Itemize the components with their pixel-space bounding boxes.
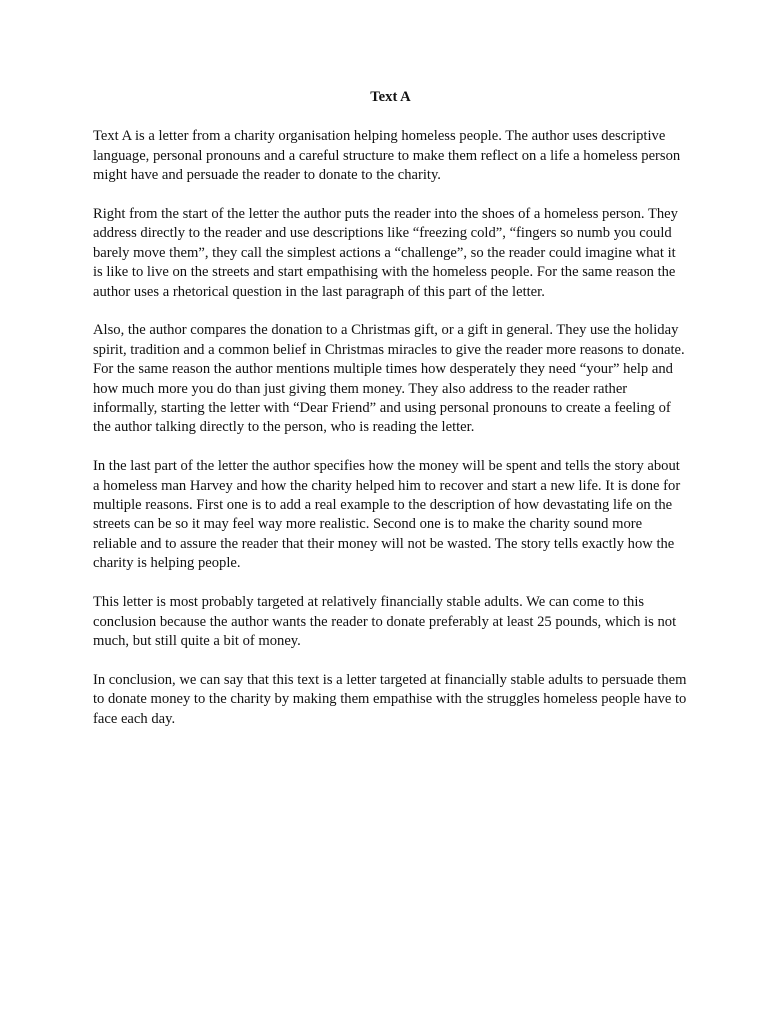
paragraph-introduction: Text A is a letter from a charity organisation helping homeless people. The author uses descriptive language, personal pronouns and a careful structure to make them reflect on a life a homeless person might have and persuade the reader to donate to the charity. — [93, 128, 681, 184]
document-title: Text A — [370, 89, 411, 105]
paragraph-money-spent: In the last part of the letter the author specifies how the money will be spent and tells the story about a homeless man Harvey and how the charity helped him to recover and start a new life. It is done for multiple reasons. First one is to add a real example to the description of how devastating life on the streets can be so it may feel way more realistic. Second one is to make the charity sound more reliable and to assure the reader that their money will not be wasted. The story tells exactly how the charity is helping people. — [93, 458, 681, 572]
paragraph-target-audience: This letter is most probably targeted at relatively financially stable adults. We can come to this conclusion because the author wants the reader to donate preferably at least 25 pounds, which is not much, but still quite a bit of money. — [93, 594, 677, 649]
paragraph-christmas-gift: Also, the author compares the donation to a Christmas gift, or a gift in general. They use the holiday spirit, tradition and a common belief in Christmas miracles to give the reader more reasons to donate. For the same reason the author mentions multiple times how desperately they need “your” help and how much more you do than just giving them money. They also address to the reader rather informally, starting the letter with “Dear Friend” and using personal pronouns to create a feeling of the author talking directly to the person, who is reading the letter. — [93, 322, 685, 436]
paragraph-conclusion: In conclusion, we can say that this text is a letter targeted at financially stable adults to persuade them to donate money to the charity by making them empathise with the struggles homeless people have to face each day. — [93, 671, 687, 727]
paragraph-reader-perspective: Right from the start of the letter the author puts the reader into the shoes of a homeless person. They address directly to the reader and use descriptions like “freezing cold”, “fingers so numb you could barely move them”, they call the simplest actions a “challenge”, so the reader could imagine what it is like to live on the streets and start empathising with the homeless people. For the same reason the author uses a rhetorical question in the last paragraph of this part of the letter. — [93, 206, 678, 300]
